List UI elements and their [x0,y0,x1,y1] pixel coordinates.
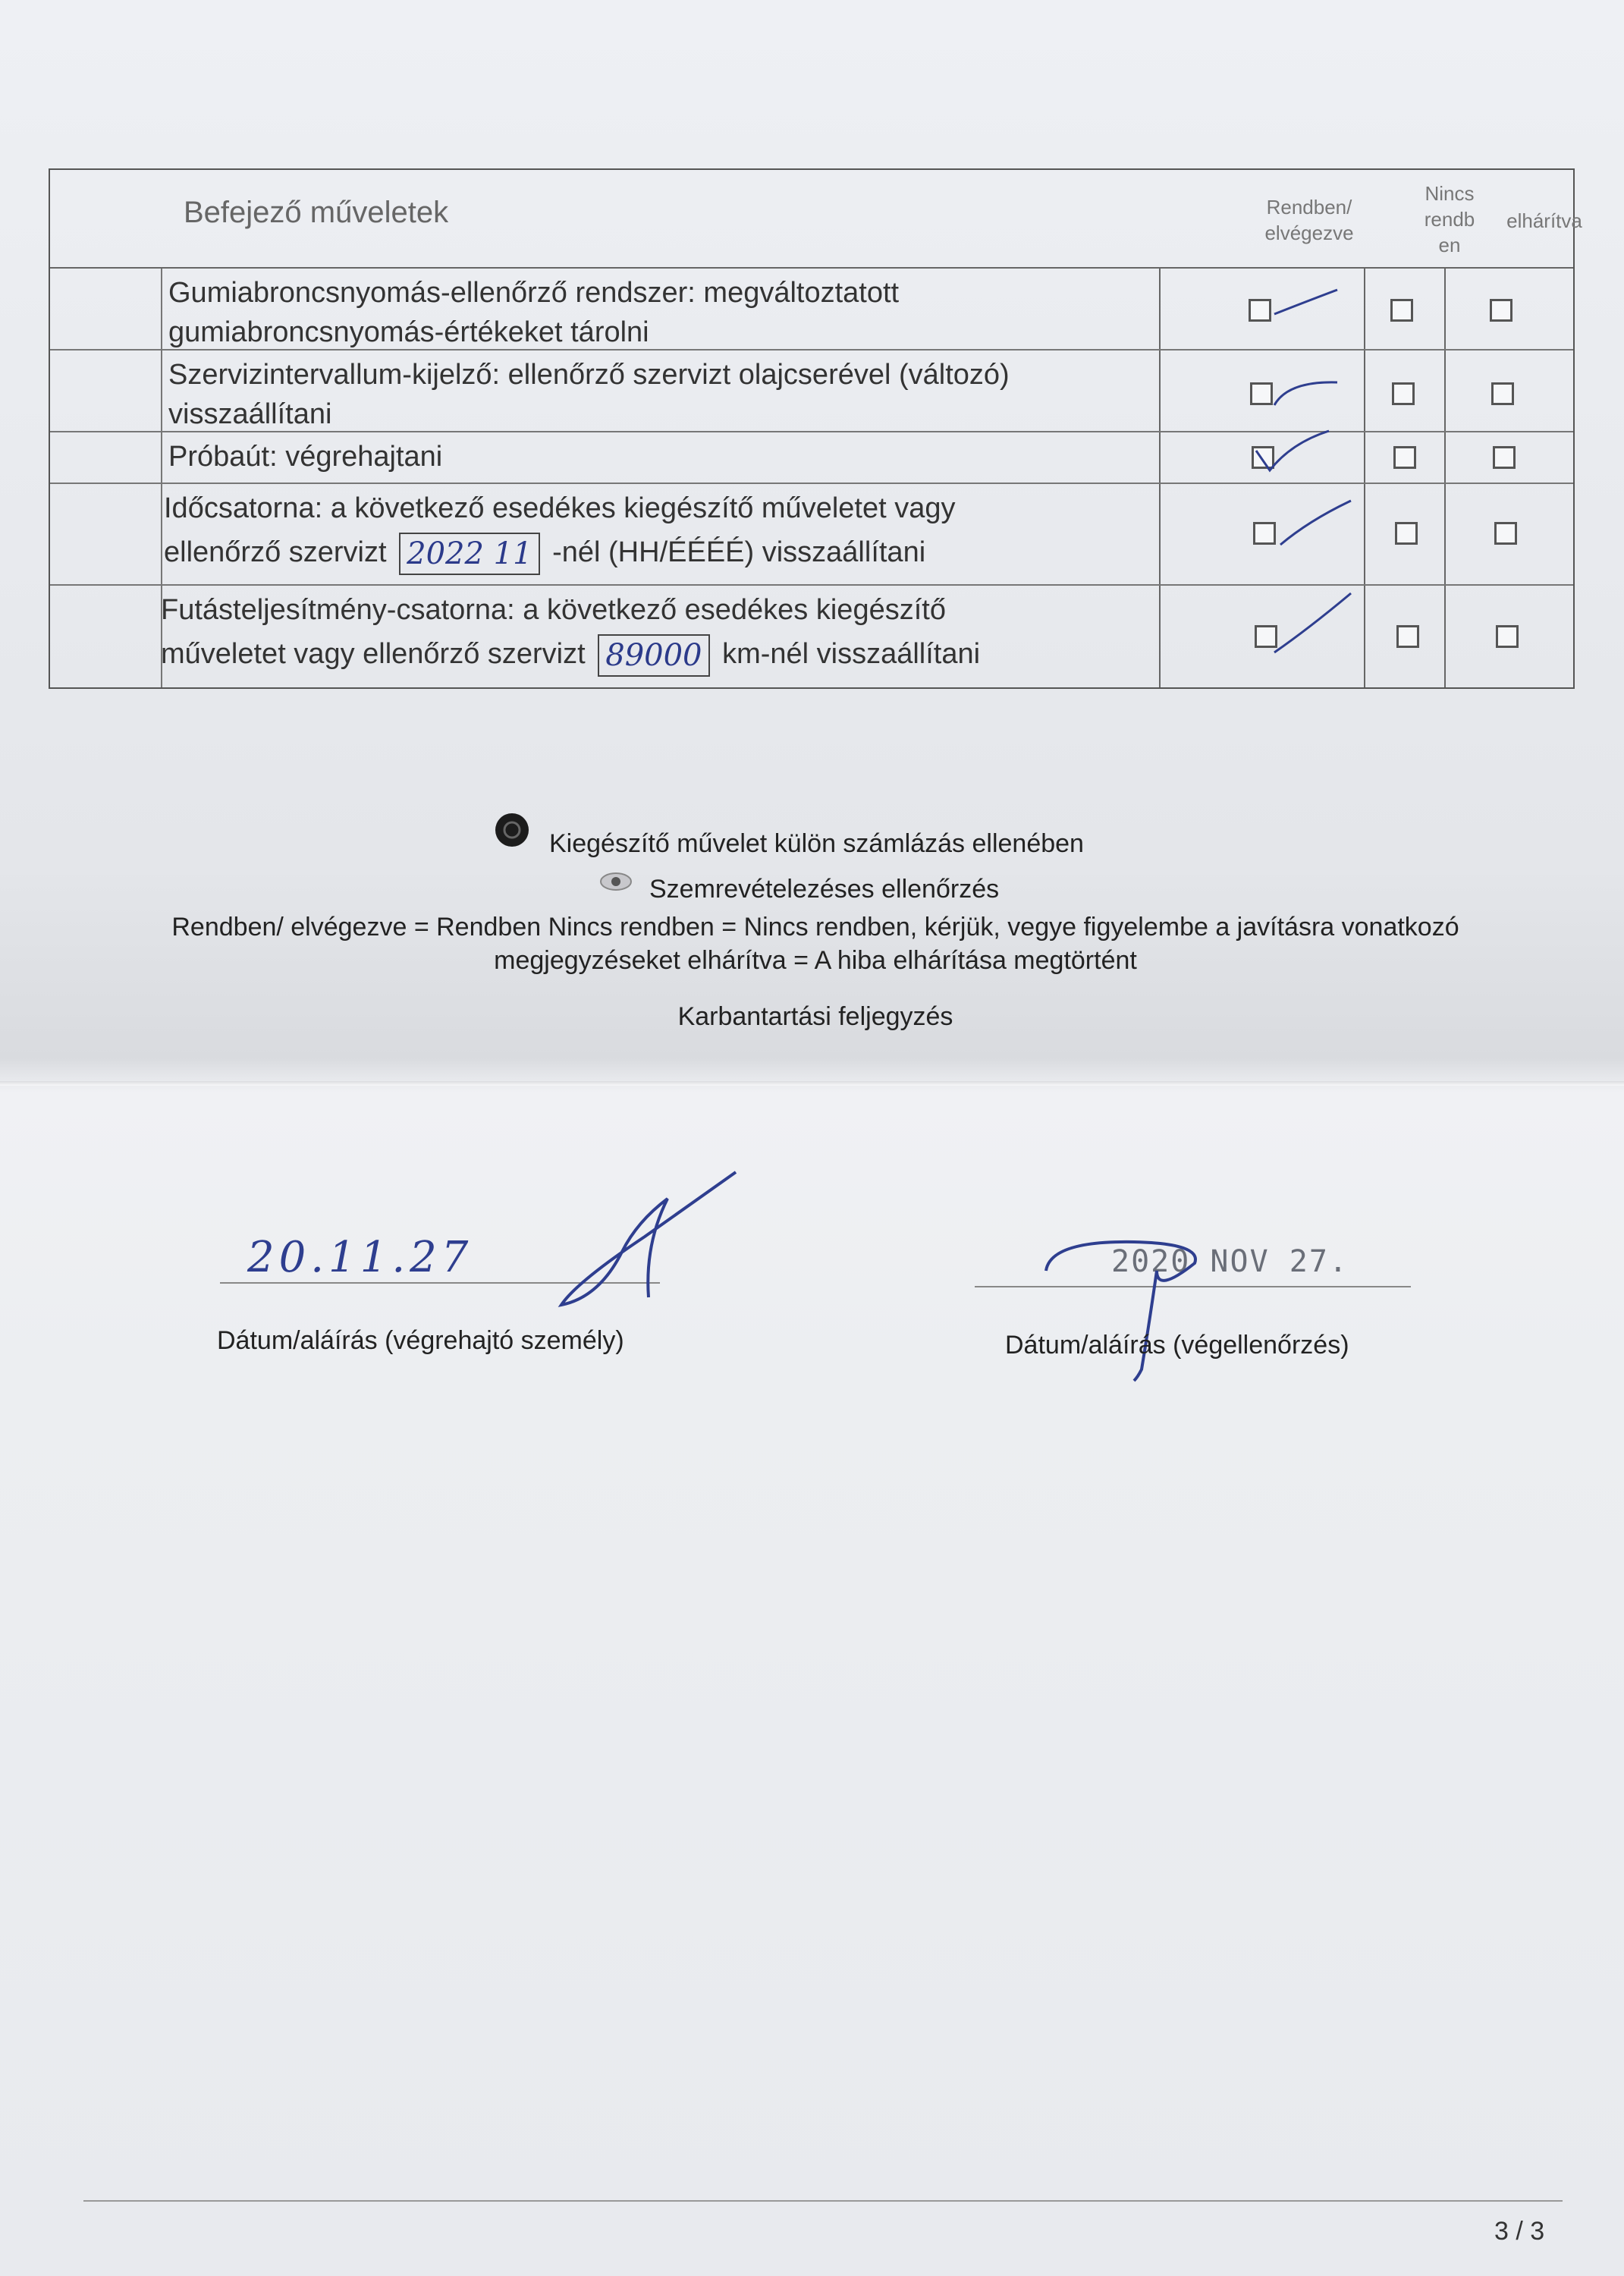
row-text-line: visszaállítani [168,398,332,430]
row-text [168,355,1192,434]
date-stamp: 2020 NOV 27. [1111,1244,1349,1279]
col-header-not-ok-line: en [1438,234,1461,256]
row-text-segment: -nél (HH/ÉÉÉÉ) visszaállítani [552,536,926,569]
checkbox-ok[interactable] [1250,382,1273,405]
handwritten-date-field[interactable]: 2022 11 [399,533,539,575]
row-text-line: Szervizintervallum-kijelző: ellenőrző szervizt olajcserével (változó) [168,359,1010,391]
paper-fold [0,1081,1624,1086]
table-row [50,484,1573,586]
col-header-ok [1211,194,1408,246]
checkbox-ok[interactable] [1249,299,1271,322]
legend-extra-operation: Kiegészítő művelet külön számlázás ellenében [549,829,1084,858]
table-row [50,586,1573,687]
maintenance-note: Karbantartási feljegyzés [677,1002,953,1031]
col-header-not-ok-line: Nincs [1425,182,1475,205]
signature-label-executor: Dátum/aláírás (végrehajtó személy) [217,1326,624,1355]
legend-explanation [76,910,1555,977]
row-text [168,273,1192,352]
page-number: 3 / 3 [1494,2217,1545,2246]
checkbox-fixed[interactable] [1496,625,1519,648]
col-header-ok-line: elvégezve [1264,222,1354,244]
table-row [50,269,1573,351]
table-header [50,170,1582,269]
table-title: Befejező műveletek [184,196,449,229]
handwritten-check-icon [1273,373,1341,411]
checkbox-not-ok[interactable] [1393,446,1416,469]
handwritten-km-field[interactable]: 89000 [598,634,709,677]
col-header-fixed: elhárítva [1506,209,1582,232]
legend-visual-check: Szemrevételezéses ellenőrzés [649,875,1000,904]
row-text-line: Gumiabroncsnyomás-ellenőrző rendszer: megváltoztatott [168,277,900,309]
row-text-segment: km-nél visszaállítani [722,638,981,671]
handwritten-check-icon [1253,428,1337,481]
col-header-ok-line: Rendben/ [1266,196,1352,218]
handwritten-signature-left [554,1168,751,1312]
checkbox-not-ok[interactable] [1395,522,1418,545]
row-text-line: Futásteljesítmény-csatorna: a következő esedékes kiegészítő [161,594,946,626]
checkbox-not-ok[interactable] [1396,625,1419,648]
checkbox-fixed[interactable] [1493,446,1516,469]
legend-explanation-line: megjegyzéseket elhárítva = A hiba elhárítása megtörtént [494,946,1137,975]
row-text: Próbaút: végrehajtani [168,441,443,473]
footer-line [83,2200,1563,2202]
row-text [164,489,1188,575]
eye-icon [599,871,633,892]
row-text-segment: ellenőrző szervizt [164,536,387,569]
col-header-not-ok-line: rendb [1424,208,1475,231]
handwritten-check-icon [1271,590,1355,659]
row-text-line: Időcsatorna: a következő esedékes kiegészítő műveletet vagy [164,492,956,524]
handwritten-signature-right [1043,1225,1240,1385]
row-text [161,590,1185,677]
checkbox-fixed[interactable] [1494,522,1517,545]
handwritten-check-icon [1273,284,1341,322]
col-header-not-ok [1400,181,1499,258]
extra-operation-icon [495,813,529,847]
checkbox-not-ok[interactable] [1390,299,1413,322]
checkbox-fixed[interactable] [1491,382,1514,405]
finishing-operations-table [49,168,1582,689]
signature-label-final-check: Dátum/aláírás (végellenőrzés) [1005,1331,1349,1360]
checkbox-fixed[interactable] [1490,299,1512,322]
row-text-line [161,634,1185,677]
checkbox-ok[interactable] [1253,522,1276,545]
handwritten-date: 20.11.27 [247,1233,473,1282]
table-row [50,432,1573,484]
row-text-line: gumiabroncsnyomás-értékeket tárolni [168,316,649,348]
handwritten-check-icon [1279,498,1355,551]
row-text-segment: műveletet vagy ellenőrző szervizt [161,638,586,671]
legend-explanation-line: Rendben/ elvégezve = Rendben Nincs rendben = Nincs rendben, kérjük, vegye figyelembe a javításra vonatkozó [171,913,1459,942]
row-text-line [164,533,1188,575]
checkbox-not-ok[interactable] [1392,382,1415,405]
table-row [50,351,1573,432]
